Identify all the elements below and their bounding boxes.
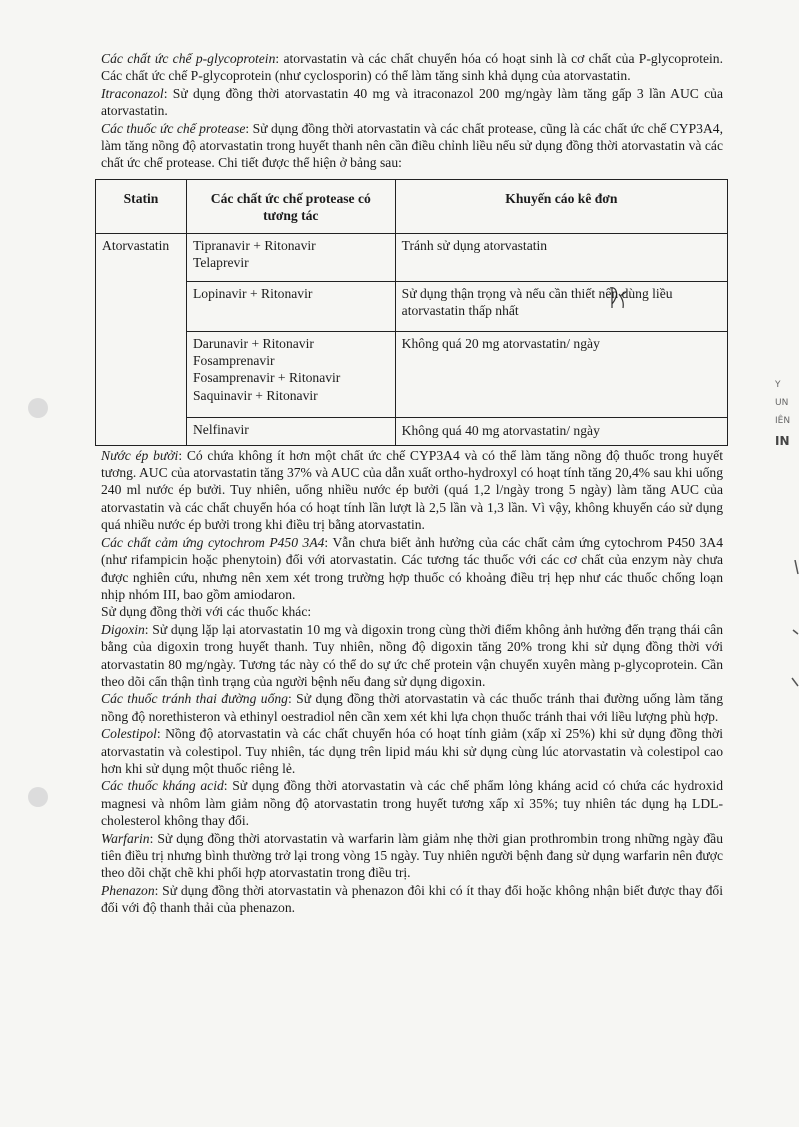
interaction-table — [95, 179, 728, 446]
paragraph-lead: Các thuốc kháng acid — [101, 778, 224, 794]
table-row — [96, 331, 728, 417]
inhibitor-item: Nelfinavir — [192, 421, 249, 437]
paragraph — [101, 725, 723, 777]
paragraph-text: : Sử dụng đồng thời atorvastatin và phenazon đôi khi có ít thay đổi hoặc không nhận biết được thay đổi đối với độ thanh thải của phenazon. — [101, 882, 723, 916]
column-header: Các chất ức chế protease có tương tác — [186, 179, 395, 233]
inhibitor-cell — [186, 233, 395, 281]
paragraph-lead: Colestipol — [101, 726, 157, 742]
paragraph — [101, 85, 723, 120]
paragraph-lead: Nước ép bưởi — [101, 447, 179, 463]
paragraph — [101, 50, 723, 85]
paragraph-text: : Sử dụng đồng thời atorvastatin và các chất protease, cũng là các chất ức chế CYP3A4, làm tăng nồng độ atorvastatin trong huyết thanh nên cần điều chỉnh liều nếu sử dụng đồng thời atorvastatin và các chất ức chế protease. Chi tiết được thể hiện ở bảng sau: — [101, 120, 723, 171]
paragraph-lead: Digoxin — [101, 621, 145, 637]
paragraph — [101, 534, 723, 604]
table-row — [96, 281, 728, 331]
punch-hole — [28, 787, 48, 807]
paragraph-text: : Sử dụng đồng thời atorvastatin và các thuốc tránh thai đường uống làm tăng nồng độ norethisteron và ethinyl oestradiol nên cần xem xét khi lựa chọn thuốc tránh thai với liều lượng phù hợp. — [101, 691, 723, 724]
inhibitor-item: Darunavir + Ritonavir — [192, 335, 314, 351]
paragraph-text: : Nồng độ atorvastatin và các chất chuyển hóa có hoạt tính giảm (xấp xỉ 25%) khi sử dụng đồng thời atorvastatin và colestipol. Tuy nhiên, tác dụng trên lipid máu khi sử dụng cùng lúc atorvastatin và colestipol cao hơn khi sử dụng một thuốc riêng lẻ. — [101, 726, 723, 776]
paragraph-text: : Có chứa không ít hơn một chất ức chế CYP3A4 và có thể làm tăng nồng độ thuốc trong huyết tương. AUC của atorvastatin tăng 37% và AUC của dẫn xuất ortho-hydroxyl có hoạt tính tăng 20,4% sau khi uống 240 ml nước ép bưởi. Tuy nhiên, uống nhiều nước ép bưởi (quá 1,2 l/ngày trong 5 ngày) làm tăng AUC của atorvastatin và các chất chuyển hóa có hoạt tính lần lượt là 2,5 lần và 1,3 lần. Vì vậy, không khuyến cáo sử dụng quá nhiều nước ép bưởi trong khi điều trị bằng atorvastatin. — [101, 447, 724, 533]
inhibitor-cell — [186, 281, 395, 331]
paragraph-lead: Các chất cảm ứng cytochrom P450 3A4 — [101, 534, 325, 550]
table-row — [96, 233, 728, 281]
advice-cell: Không quá 20 mg atorvastatin/ ngày — [395, 331, 727, 417]
punch-hole — [28, 398, 48, 418]
margin-stamp-text: IN — [775, 434, 790, 448]
advice-cell: Không quá 40 mg atorvastatin/ ngày — [395, 417, 727, 445]
paragraph — [101, 690, 723, 725]
paragraph-text: : Sử dụng đồng thời atorvastatin 40 mg và itraconazol 200 mg/ngày làm tăng gấp 3 lần AUC của atorvastatin. — [101, 85, 723, 119]
paragraph — [101, 447, 723, 534]
section-top — [101, 50, 723, 172]
paragraph-lead: Các thuốc ức chế protease — [101, 120, 246, 136]
paragraph-lead: Các chất ức chế p-glycoprotein — [101, 51, 276, 66]
paragraph-text: Sử dụng đồng thời với các thuốc khác: — [101, 604, 312, 620]
edge-marks — [787, 560, 799, 700]
column-header: Khuyến cáo kê đơn — [395, 179, 727, 233]
inhibitor-cell — [186, 331, 395, 417]
paragraph-lead: Warfarin — [101, 830, 150, 846]
paragraph — [101, 830, 723, 882]
paragraph — [101, 621, 723, 691]
inhibitor-item: Saquinavir + Ritonavir — [192, 387, 318, 403]
paragraph-text: : Sử dụng đồng thời atorvastatin và các chế phẩm lỏng kháng acid có chứa các hydroxid magnesi và nhôm làm giảm nồng độ atorvastatin trong huyết tương xấp xỉ 35%; tuy nhiên tác dụng hạ LDL-cholesterol không thay đổi. — [101, 778, 724, 829]
column-header: Statin — [96, 179, 187, 233]
margin-stamp-text: UN — [775, 398, 789, 408]
table-header-row — [96, 179, 728, 233]
table-row — [96, 417, 728, 445]
margin-stamp-text: IÊN — [775, 416, 791, 426]
margin-stamp-text: Y — [775, 380, 781, 390]
paragraph-lead: Itraconazol — [101, 85, 164, 101]
paragraph-text: : atorvastatin và các chất chuyển hóa có hoạt sinh là cơ chất của P-glycoprotein. Các chất ức chế P-glycoprotein (như cyclosporin) có thể làm tăng sinh khả dụng của atorvastatin. — [101, 51, 723, 84]
paragraph-lead: Phenazon — [101, 882, 155, 898]
inhibitor-item: Fosamprenavir + Ritonavir — [192, 370, 341, 386]
inhibitor-item: Lopinavir + Ritonavir — [192, 285, 313, 301]
document-body — [101, 50, 723, 917]
advice-cell: Tránh sử dụng atorvastatin — [395, 233, 727, 281]
section-bottom — [101, 447, 723, 917]
statin-cell: Atorvastatin — [96, 233, 187, 445]
paragraph-lead: Các thuốc tránh thai đường uống — [101, 691, 288, 707]
advice-cell: Sử dụng thận trọng và nếu cần thiết nên dùng liều atorvastatin thấp nhất — [395, 281, 727, 331]
paragraph — [101, 777, 723, 829]
inhibitor-item: Fosamprenavir — [192, 353, 275, 369]
inhibitor-item: Tipranavir + Ritonavir — [192, 237, 316, 253]
paragraph-text: : Sử dụng lặp lại atorvastatin 10 mg và digoxin trong cùng thời điểm không ảnh hưởng đến trạng thái cân bằng của digoxin trong huyết thanh. Tuy nhiên, nồng độ digoxin tăng 20% trong khi sử dụng đồng thời với atorvastatin 80 mg/ngày. Tương tác này có thể do sự ức chế protein vận chuyển xuyên màng p-glycoprotein. Cần theo dõi cẩn thận tình trạng của người bệnh nếu đang sử dụng digoxin. — [101, 621, 723, 689]
paragraph — [101, 120, 723, 172]
inhibitor-cell — [186, 417, 395, 445]
paragraph — [101, 882, 723, 917]
paragraph-text: : Sử dụng đồng thời atorvastatin và warfarin làm giảm nhẹ thời gian prothrombin trong những ngày đầu tiên điều trị nhưng bình thường trở lại trong vòng 15 ngày. Tuy nhiên người bệnh đang sử dụng warfarin nên được theo dõi chặt chẽ khi phối hợp atorvastatin trong điều trị. — [101, 830, 723, 881]
paragraph-text: : Vẫn chưa biết ảnh hưởng của các chất cảm ứng cytochrom P450 3A4 (như rifampicin hoặc phenytoin) đối với atorvastatin. Các tương tác thuốc với các cơ chất của enzym này chưa được nghiên cứu, nhưng nên xem xét trong trường hợp thuốc có khoảng điều trị hẹp như các thuốc chống loạn nhịp nhóm III, bao gồm amiodaron. — [101, 534, 723, 602]
paragraph — [101, 603, 723, 620]
inhibitor-item: Telaprevir — [192, 255, 249, 271]
